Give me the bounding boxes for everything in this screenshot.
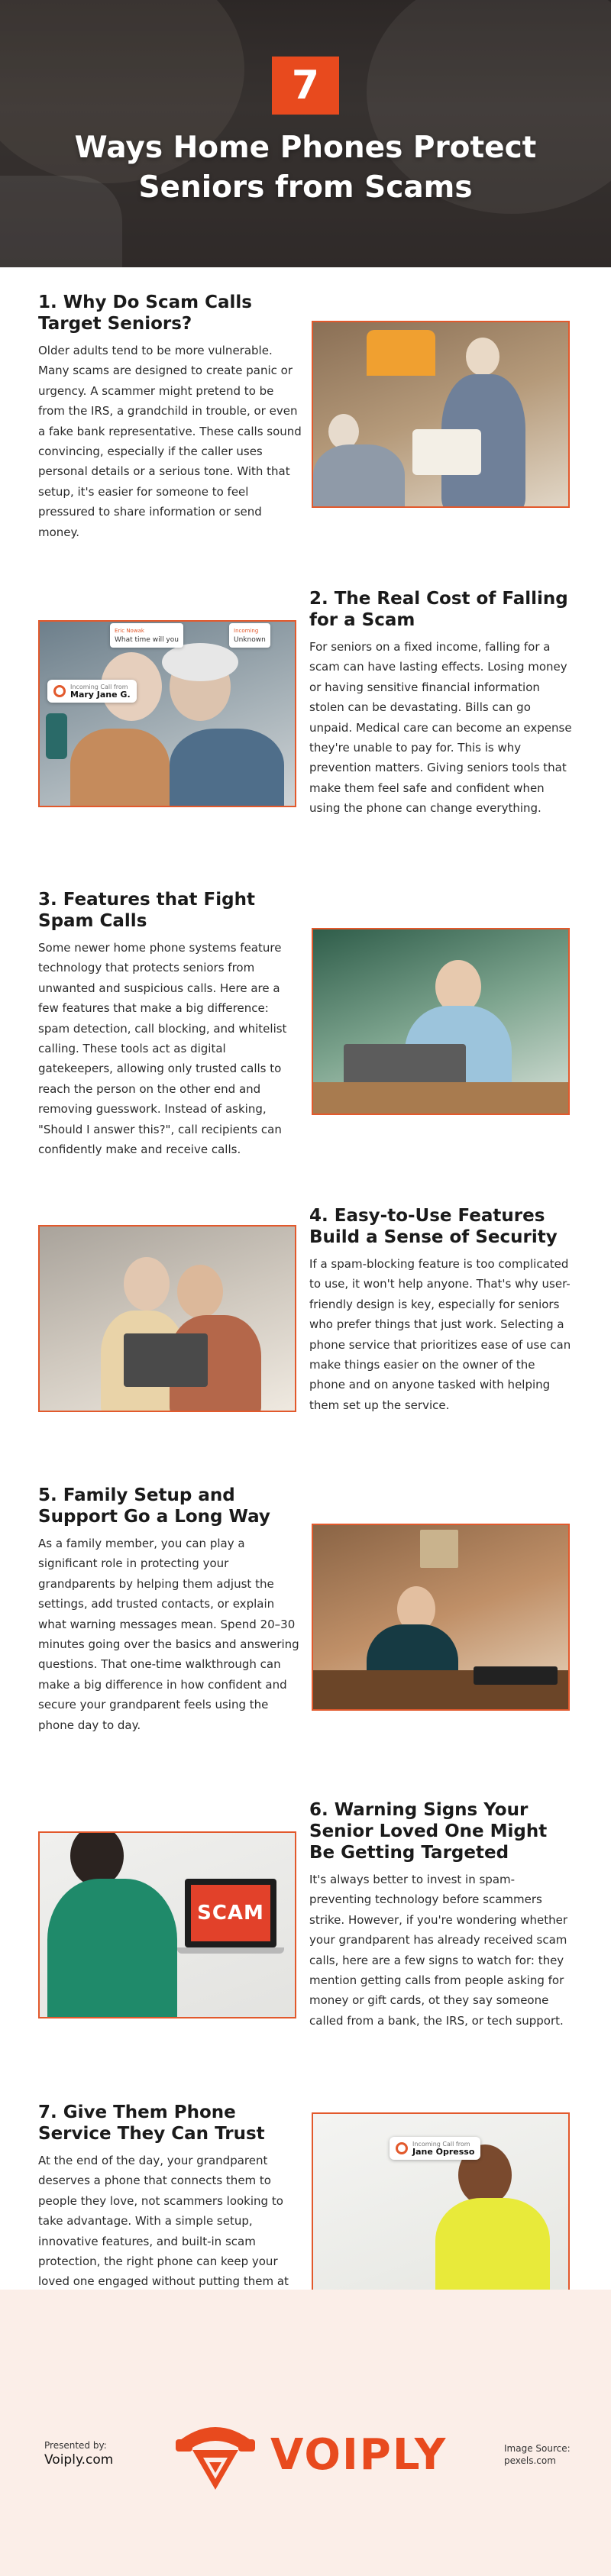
source-site: pexels.com [504, 2455, 556, 2466]
hero-number-badge: 7 [272, 57, 339, 115]
presented-site: Voiply.com [44, 2452, 114, 2468]
bubble-sender: Incoming [234, 628, 259, 634]
section-4-text [309, 1205, 573, 1415]
voiply-logo [173, 2416, 447, 2493]
section-4-body: If a spam-blocking feature is too complicated to use, it won't help anyone. That's why user-friendly design is key, especially for seniors who prefer things that just work. Selecting a phone service that prioritizes ease of use can make things easier on the owner of the phone and on anyone tasked with helping them set up the service. [309, 1257, 571, 1412]
caller-name: Mary Jane G. [70, 690, 131, 700]
message-bubble-left [110, 623, 183, 648]
section-3-title: 3. Features that Fight Spam Calls [38, 890, 255, 931]
section-3 [0, 863, 611, 1176]
presented-label: Presented by: [44, 2440, 107, 2451]
section-5-text [38, 1485, 302, 1735]
section-2 [0, 565, 611, 863]
section-2-text [309, 588, 573, 819]
bubble-sender: Eric Nowak [115, 628, 144, 634]
section-1-title: 1. Why Do Scam Calls Target Seniors? [38, 293, 252, 334]
section-3-body: Some newer home phone systems feature technology that protects seniors from unwanted and suspicious calls. Here are a few features that make a big difference: spam detection, call blocking, and whitelist calling. These tools act as digital gatekeepers, allowing only trusted calls to reach the person on the other end and removing guesswork. Instead of asking, "Should I answer this?", call recipients can confidently make and receive calls. [38, 941, 287, 1157]
laptop-screen [185, 1879, 276, 1947]
bubble-text: What time will you [115, 636, 179, 644]
section-6-photo [38, 1831, 296, 2018]
section-5-photo [312, 1524, 570, 1711]
section-1 [0, 267, 611, 565]
section-6 [0, 1772, 611, 2077]
section-7-photo [312, 2112, 570, 2300]
section-4-title: 4. Easy-to-Use Features Build a Sense of Security [309, 1206, 558, 1247]
scam-warning-text: SCAM [191, 1885, 270, 1941]
section-5-body: As a family member, you can play a significant role in protecting your grandparents by helping them adjust the settings, add trusted contacts, or explain what warning messages mean. Spend 20–30 minutes going over the basics and answering questions. That one-time walkthrough can make a big difference in how confident and secure your grandparent feels using the phone day to day. [38, 1537, 299, 1732]
section-2-title: 2. The Real Cost of Falling for a Scam [309, 589, 568, 630]
section-4-photo [38, 1225, 296, 1412]
section-1-text [38, 292, 302, 542]
incoming-call-card [390, 2137, 480, 2160]
section-6-body: It's always better to invest in spam-preventing technology before scammers strike. However, if you're wondering whether your grandparent has already received scam calls, here are a few signs to watch for: they mention getting calls from people asking for money or gift cards, ot they say someone called from a bank, the IRS, or tech support. [309, 1873, 568, 2028]
bubble-text: Unknown [234, 636, 266, 644]
phone-logo-icon [173, 2416, 258, 2493]
image-source [504, 2442, 571, 2467]
hero-banner [0, 0, 611, 267]
section-1-body: Older adults tend to be more vulnerable. Many scams are designed to create panic or urgency. A scammer might pretend to be from the IRS, a grandchild in trouble, or even a fake bank representative. These calls sound convincing, especially if the caller uses personal details or a serious tone. With that setup, it's easier for someone to feel pressured to share information or send money. [38, 344, 302, 539]
phone-ring-icon [53, 685, 66, 697]
section-2-photo [38, 620, 296, 807]
section-3-text [38, 889, 302, 1159]
section-2-body: For seniors on a fixed income, falling for a scam can have lasting effects. Losing money or having sensitive financial information stolen can be devastating. Bills can go unpaid. Medical care can become an expense they're unable to pay for. This is why prevention matters. Giving seniors tools that make them feel safe and confident when using the phone can change everything. [309, 640, 572, 816]
section-7 [0, 2077, 611, 2290]
section-3-photo [312, 928, 570, 1115]
section-5 [0, 1466, 611, 1772]
source-label: Image Source: [504, 2443, 571, 2454]
section-6-text [309, 1799, 573, 2031]
section-7-text [38, 2102, 302, 2312]
page-title: Ways Home Phones Protect Seniors from Scams [74, 131, 537, 205]
brand-wordmark: VOIPLY [270, 2429, 448, 2480]
caller-label: Incoming Call from [412, 2141, 470, 2148]
section-6-title: 6. Warning Signs Your Senior Loved One Might Be Getting Targeted [309, 1800, 548, 1863]
message-bubble-right [229, 623, 270, 648]
presented-by [44, 2439, 113, 2466]
section-1-photo [312, 321, 570, 508]
caller-name: Jane Opresso [412, 2147, 475, 2157]
section-4 [0, 1176, 611, 1466]
caller-label: Incoming Call from [70, 684, 128, 690]
incoming-call-card [47, 680, 137, 703]
section-7-title: 7. Give Them Phone Service They Can Trust [38, 2102, 265, 2144]
section-5-title: 5. Family Setup and Support Go a Long Way [38, 1485, 270, 1527]
footer [0, 2290, 611, 2576]
phone-ring-icon [396, 2142, 408, 2154]
section-7-body: At the end of the day, your grandparent deserves a phone that connects them to people they love, not scammers looking to take advantage. With a simple setup, innovative features, and built-in scam protection, the right phone can keep your loved one engaged without putting them at [38, 2154, 289, 2289]
